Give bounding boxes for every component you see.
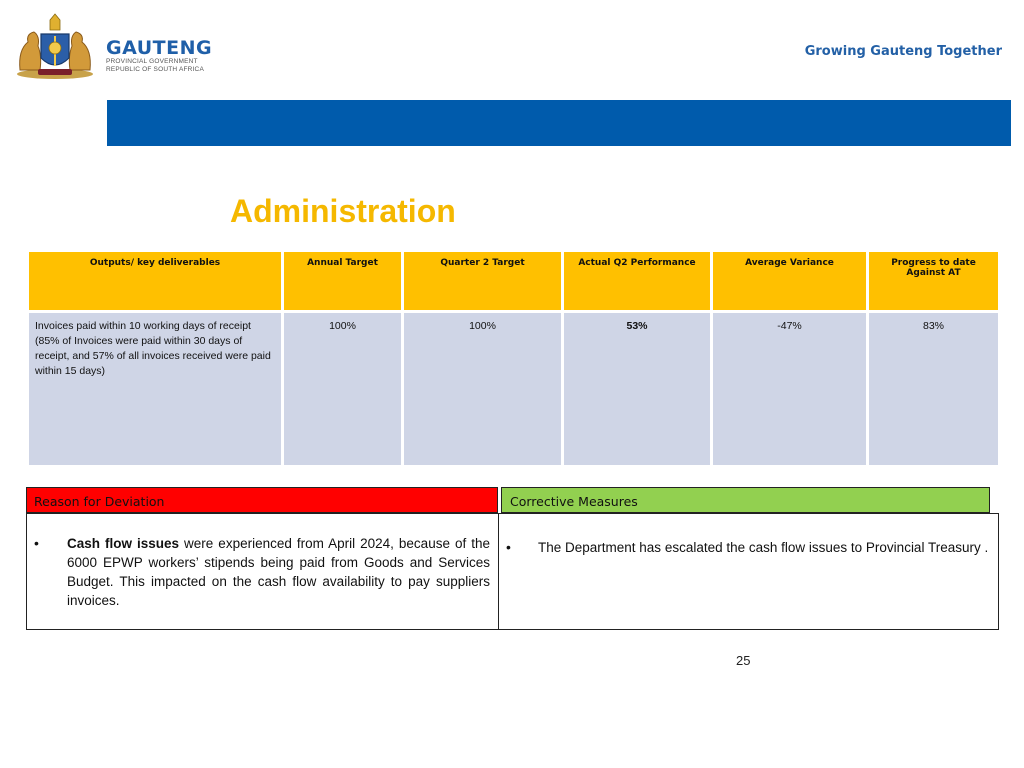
brand-subtitle: PROVINCIAL GOVERNMENT [106,58,198,65]
col-header-actual-q2: Actual Q2 Performance [563,251,712,312]
cell-variance: -47% [712,312,868,467]
tagline: Growing Gauteng Together [804,44,1002,59]
page-number: 25 [736,653,751,668]
corrective-measures-header: Corrective Measures [501,487,990,513]
reason-bold: Cash flow issues [67,536,180,551]
performance-table [26,249,1001,468]
col-header-annual-target: Annual Target [283,251,403,312]
reason-bullet: • [34,535,39,551]
coat-of-arms-icon [10,12,100,80]
corrective-text: The Department has escalated the cash flow issues to Provincial Treasury . [538,540,989,555]
col-header-variance: Average Variance [712,251,868,312]
cell-q2-target: 100% [403,312,563,467]
reason-for-deviation-header: Reason for Deviation [26,487,498,513]
col-header-q2-target: Quarter 2 Target [403,251,563,312]
column-divider [498,514,499,629]
brand-name: GAUTENG [106,37,213,59]
cell-output: Invoices paid within 10 working days of receipt (85% of Invoices were paid within 30 days of receipt, and 57% of all invoices received were paid within 15 days) [28,312,283,467]
table-header-row [28,251,1000,312]
deviation-body [26,513,999,630]
cell-actual-q2: 53% [563,312,712,467]
corrective-bullet: • [506,539,511,555]
col-header-progress: Progress to date Against AT [868,251,1000,312]
cell-progress: 83% [868,312,1000,467]
brand-block [106,38,212,73]
reason-text [67,534,490,610]
header-band [107,100,1011,146]
brand-subtitle-country: REPUBLIC OF SOUTH AFRICA [106,65,204,73]
col-header-outputs: Outputs/ key deliverables [28,251,283,312]
table-row [28,312,1000,467]
page-title: Administration [230,193,456,229]
cell-annual-target: 100% [283,312,403,467]
reason-body: were experienced from April 2024, because of the 6000 EPWP workers’ stipends being paid from Goods and Services Budget. This impacted on the cash flow availability to pay suppliers invoices. [67,536,490,608]
